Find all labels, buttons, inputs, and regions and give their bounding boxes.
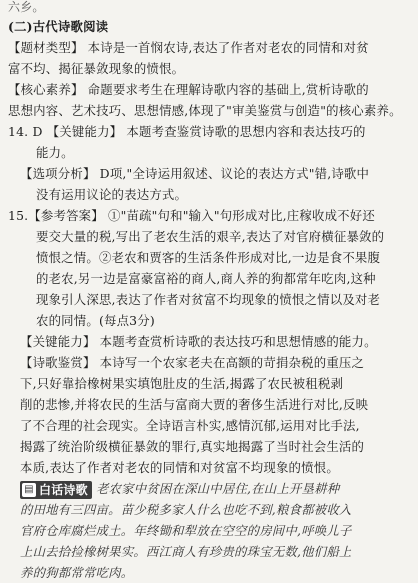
translation-badge <box>20 481 92 499</box>
text-line-18: 削的悲惨,并将农民的生活与富商大贾的奢侈生活进行对比,反映 <box>20 397 369 412</box>
text-line-21: 本质,表达了作者对老农的同情和对贫富不均现象的愤恨。 <box>20 460 339 475</box>
text-line-7: 【选项分析】 D项,"全诗运用叙述、议论的表达方式"错,诗歌中 <box>20 166 370 181</box>
book-icon: ▤ <box>22 483 36 497</box>
text-line-19: 了不合理的社会现实。全诗语言朴实,感情沉郁,运用对比手法, <box>20 418 360 433</box>
text-line-13: 现象引人深思,表达了作者对贫富不均现象的愤恨之情以及对老 <box>36 292 381 307</box>
text-line-9: 15.【参考答案】 ①"苗疏"句和"输入"句形成对比,庄稼收成不好还 <box>8 208 375 223</box>
text-line-4: 思想内容、艺术技巧、思想情感,体现了"审美鉴赏与创造"的核心素养。 <box>8 103 402 118</box>
text-line-14: 农的同情。(每点3分) <box>36 313 155 328</box>
translation-line-1: 老农家中贫困在深山中居住,在山上开垦耕种 <box>95 481 340 496</box>
text-line-15: 【关键能力】 本题考查赏析诗歌的表达技巧和思想情感的能力。 <box>20 334 377 349</box>
top-fragment: 六乡。 <box>8 0 45 14</box>
text-line-10: 要交大量的税,写出了老农生活的艰辛,表达了对官府横征暴敛的 <box>36 229 385 244</box>
section-title: (二)古代诗歌阅读 <box>8 19 109 34</box>
text-line-17: 下,只好靠拾橡树果实填饱肚皮的生活,揭露了农民被租税剥 <box>20 376 344 391</box>
text-line-20: 揭露了统治阶级横征暴敛的罪行,真实地揭露了当时社会生活的 <box>20 439 365 454</box>
text-line-3: 【核心素养】 命题要求考生在理解诗歌内容的基础上,赏析诗歌的 <box>8 82 369 97</box>
text-line-11: 愤恨之情。②老农和贾客的生活条件形成对比,一边是食不果腹 <box>36 250 381 265</box>
text-line-1: 【题材类型】 本诗是一首悯农诗,表达了作者对老农的同情和对贫 <box>8 40 369 55</box>
text-line-5: 14. D 【关键能力】 本题考查鉴赏诗歌的思想内容和表达技巧的 <box>8 124 366 139</box>
translation-line-3: 官府仓库腐烂成土。年终锄和犁放在空空的房间中,呼唤儿子 <box>20 523 352 538</box>
text-line-8: 没有运用议论的表达方式。 <box>36 187 188 202</box>
translation-line-5: 养的狗都常常吃肉。 <box>20 565 134 580</box>
text-line-16: 【诗歌鉴赏】 本诗写一个农家老夫在高额的苛捐杂税的重压之 <box>20 355 365 370</box>
text-line-12: 的老农,另一边是富豪富裕的商人,商人养的狗都常年吃肉,这种 <box>36 271 376 286</box>
translation-badge-label: 白话诗歌 <box>39 482 88 497</box>
translation-first-line <box>8 478 404 499</box>
translation-line-4: 上山去拾捡橡树果实。西江商人有珍贵的珠宝无数,他们船上 <box>20 544 352 559</box>
text-line-6: 能力。 <box>36 145 74 160</box>
text-line-2: 富不均、揭征暴敛现象的愤恨。 <box>8 61 185 76</box>
translation-line-2: 的田地有三四亩。苗少税多家人什么也吃不到,粮食都被收入 <box>20 502 352 517</box>
